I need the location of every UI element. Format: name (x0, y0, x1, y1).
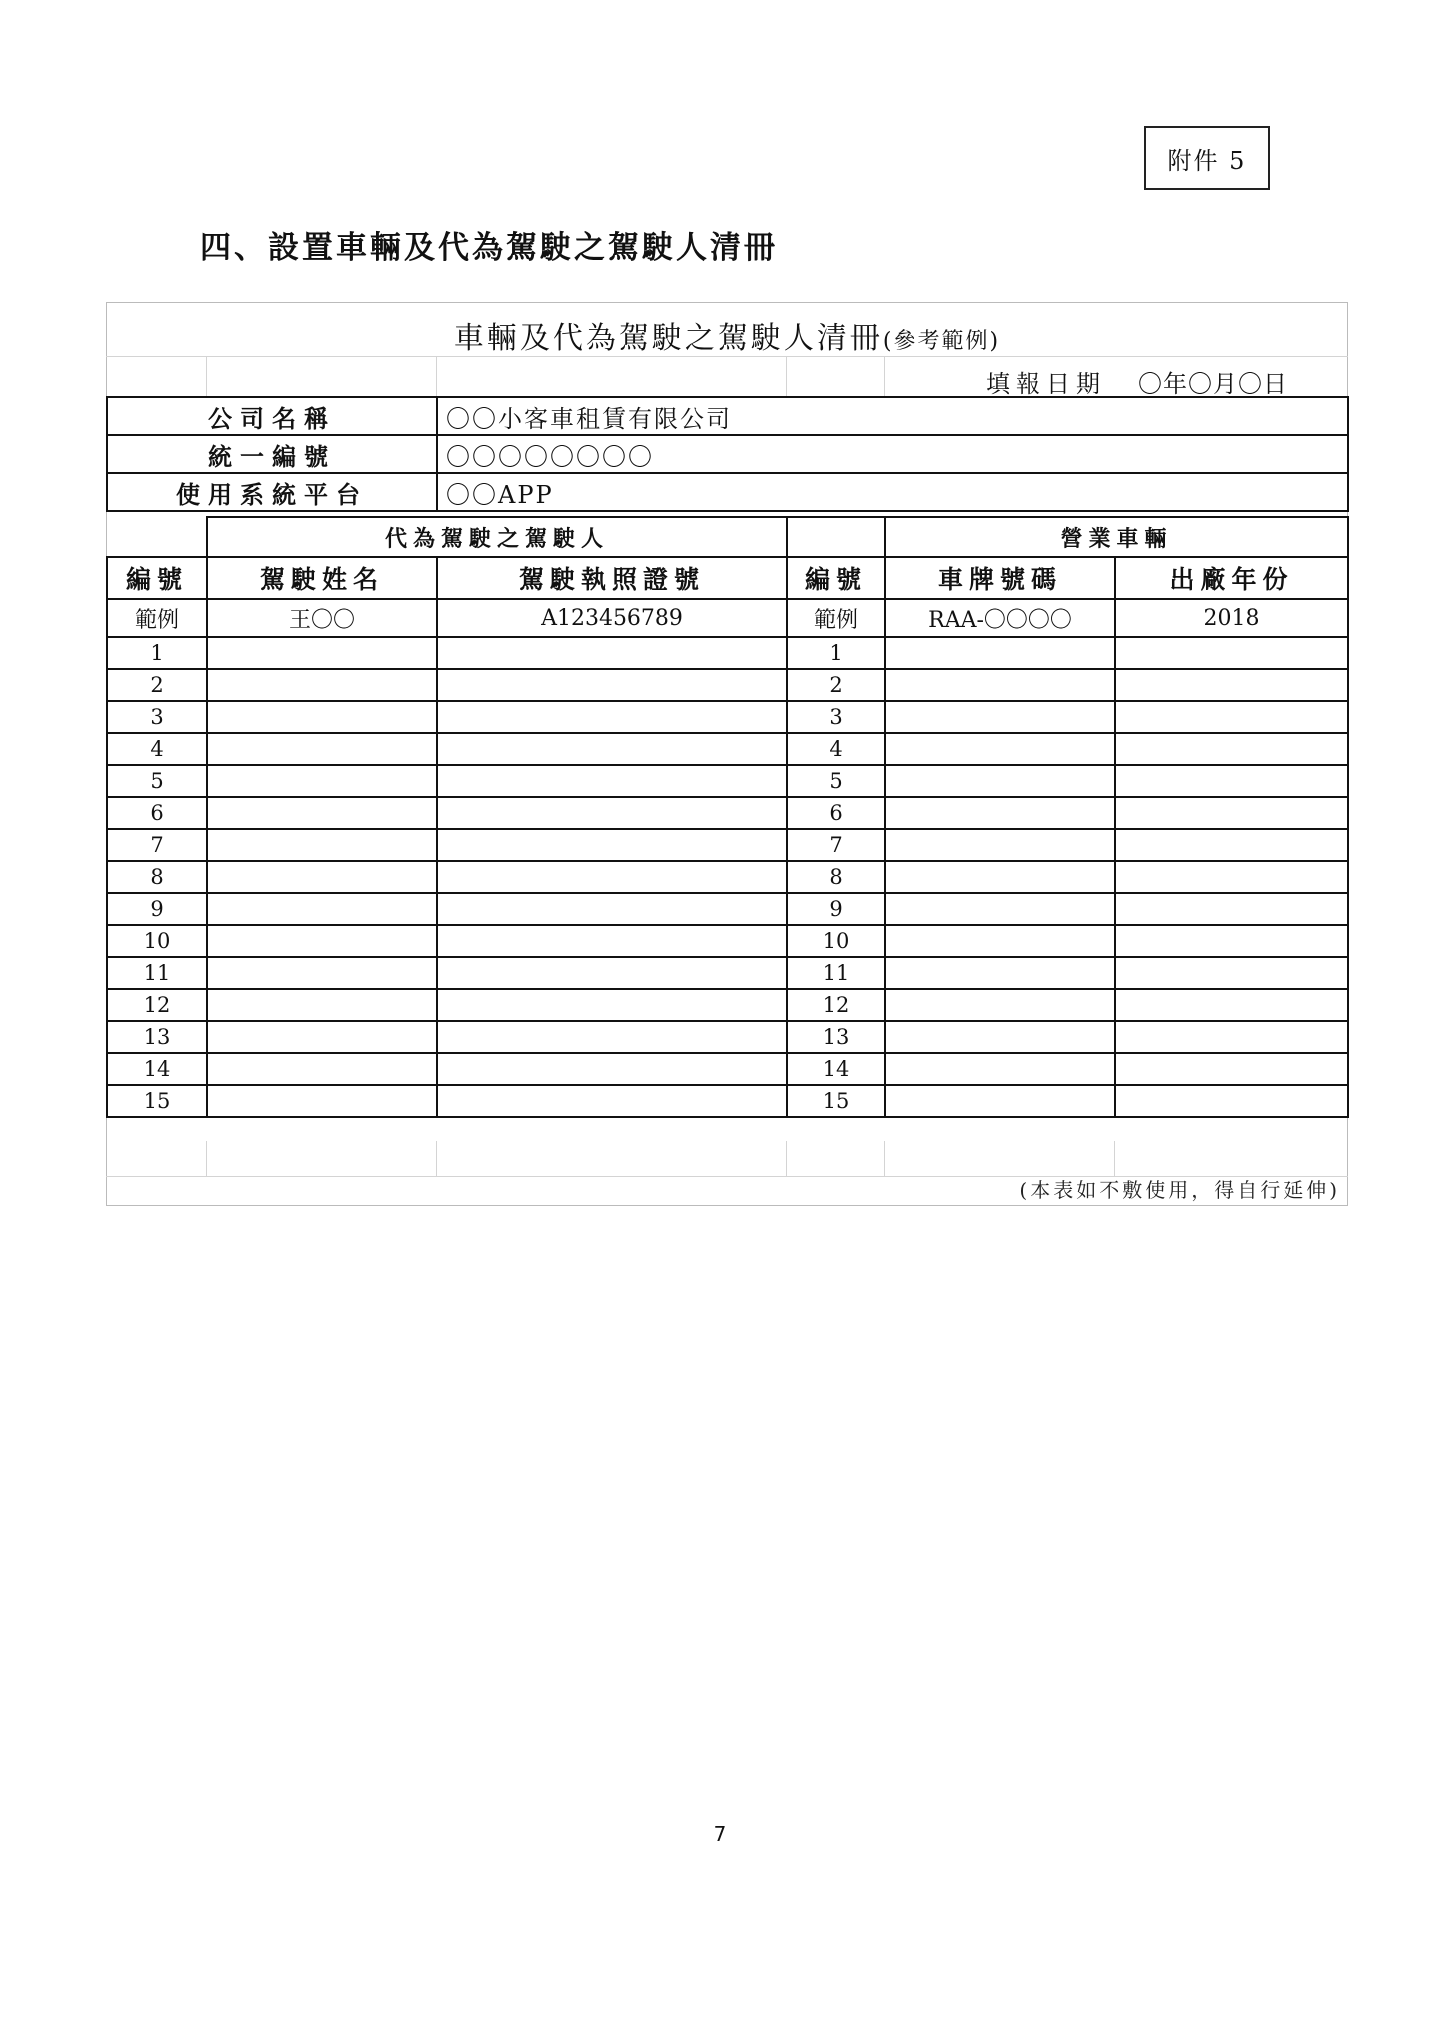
driver-name-cell (207, 733, 437, 765)
table-row (107, 957, 1348, 989)
tax-id-row (107, 435, 1348, 473)
table-row (107, 1085, 1348, 1117)
platform-row (107, 473, 1348, 511)
driver-no-cell: 1 (107, 637, 207, 669)
table-row (107, 733, 1348, 765)
driver-name-cell (207, 989, 437, 1021)
driver-name-cell (207, 797, 437, 829)
driver-no-cell: 13 (107, 1021, 207, 1053)
page-number: 7 (713, 1822, 727, 1846)
table-row (107, 797, 1348, 829)
form-title-note: (參考範例) (882, 329, 1001, 354)
driver-name-cell (207, 925, 437, 957)
tax-id-value: 〇〇〇〇〇〇〇〇 (437, 435, 1348, 473)
year-header: 出廠年份 (1115, 557, 1348, 599)
year-cell (1115, 1085, 1348, 1117)
grid-line (1114, 1141, 1115, 1176)
driver-name-cell (207, 637, 437, 669)
vehicle-no-cell: 9 (787, 893, 885, 925)
driver-no-cell: 12 (107, 989, 207, 1021)
plate-header: 車牌號碼 (885, 557, 1115, 599)
example-year: 2018 (1115, 599, 1348, 637)
license-no-header: 駕駛執照證號 (437, 557, 787, 599)
year-cell (1115, 861, 1348, 893)
attachment-label: 附件 5 (1144, 126, 1270, 190)
platform-value: 〇〇APP (437, 473, 1348, 511)
example-vehicle-no: 範例 (787, 599, 885, 637)
date-label: 填報日期 (986, 370, 1106, 398)
table-row (107, 669, 1348, 701)
plate-cell (885, 925, 1115, 957)
year-cell (1115, 829, 1348, 861)
driver-no-header: 編號 (107, 557, 207, 599)
vehicle-group-header: 營業車輛 (885, 517, 1348, 557)
company-info-table (106, 396, 1349, 512)
table-row (107, 701, 1348, 733)
driver-no-cell: 9 (107, 893, 207, 925)
grid-line (436, 356, 437, 396)
table-row (107, 829, 1348, 861)
footer-note: (本表如不敷使用，得自行延伸) (1019, 1178, 1340, 1202)
driver-name-cell (207, 893, 437, 925)
date-value: 〇年〇月〇日 (1138, 370, 1288, 398)
year-cell (1115, 989, 1348, 1021)
license-no-cell (437, 765, 787, 797)
license-no-cell (437, 797, 787, 829)
table-row (107, 893, 1348, 925)
table-row (107, 989, 1348, 1021)
plate-cell (885, 1085, 1115, 1117)
grid-line (786, 356, 787, 396)
form-title (106, 313, 1348, 357)
platform-label: 使用系統平台 (107, 473, 437, 511)
driver-name-cell (207, 765, 437, 797)
license-no-cell (437, 989, 787, 1021)
group-header-row (107, 517, 1348, 557)
table-row (107, 861, 1348, 893)
license-no-cell (437, 1053, 787, 1085)
driver-name-cell (207, 829, 437, 861)
driver-no-cell: 11 (107, 957, 207, 989)
plate-cell (885, 957, 1115, 989)
driver-group-header: 代為駕駛之駕駛人 (207, 517, 787, 557)
section-heading: 四、設置車輛及代為駕駛之駕駛人清冊 (200, 230, 778, 266)
driver-name-header: 駕駛姓名 (207, 557, 437, 599)
driver-no-cell: 5 (107, 765, 207, 797)
license-no-cell (437, 861, 787, 893)
company-row (107, 397, 1348, 435)
year-cell (1115, 1021, 1348, 1053)
vehicle-no-cell: 10 (787, 925, 885, 957)
license-no-cell (437, 1085, 787, 1117)
vehicle-no-cell: 3 (787, 701, 885, 733)
year-cell (1115, 765, 1348, 797)
grid-line (884, 356, 885, 396)
license-no-cell (437, 701, 787, 733)
example-driver-no: 範例 (107, 599, 207, 637)
plate-cell (885, 1021, 1115, 1053)
license-no-cell (437, 829, 787, 861)
plate-cell (885, 797, 1115, 829)
driver-name-cell (207, 701, 437, 733)
example-license-no: A123456789 (437, 599, 787, 637)
company-label: 公司名稱 (107, 397, 437, 435)
plate-cell (885, 893, 1115, 925)
plate-cell (885, 669, 1115, 701)
vehicle-no-cell: 15 (787, 1085, 885, 1117)
blank-cell (107, 517, 207, 557)
grid-line (436, 1141, 437, 1176)
vehicle-no-cell: 13 (787, 1021, 885, 1053)
plate-cell (885, 701, 1115, 733)
plate-cell (885, 829, 1115, 861)
vehicle-no-cell: 6 (787, 797, 885, 829)
company-value: 〇〇小客車租賃有限公司 (437, 397, 1348, 435)
license-no-cell (437, 957, 787, 989)
license-no-cell (437, 733, 787, 765)
tax-id-label: 統一編號 (107, 435, 437, 473)
driver-no-cell: 14 (107, 1053, 207, 1085)
driver-no-cell: 7 (107, 829, 207, 861)
year-cell (1115, 669, 1348, 701)
driver-no-cell: 3 (107, 701, 207, 733)
plate-cell (885, 733, 1115, 765)
vehicle-no-cell: 1 (787, 637, 885, 669)
driver-no-cell: 6 (107, 797, 207, 829)
grid-line (206, 1141, 207, 1176)
driver-no-cell: 10 (107, 925, 207, 957)
license-no-cell (437, 925, 787, 957)
driver-no-cell: 15 (107, 1085, 207, 1117)
driver-name-cell (207, 957, 437, 989)
year-cell (1115, 733, 1348, 765)
grid-line (206, 356, 207, 396)
vehicle-no-header: 編號 (787, 557, 885, 599)
vehicle-no-cell: 14 (787, 1053, 885, 1085)
driver-name-cell (207, 669, 437, 701)
plate-cell (885, 637, 1115, 669)
license-no-cell (437, 1021, 787, 1053)
year-cell (1115, 957, 1348, 989)
year-cell (1115, 701, 1348, 733)
vehicle-no-cell: 8 (787, 861, 885, 893)
column-header-row (107, 557, 1348, 599)
grid-line (786, 1141, 787, 1176)
plate-cell (885, 861, 1115, 893)
plate-cell (885, 1053, 1115, 1085)
year-cell (1115, 925, 1348, 957)
driver-name-cell (207, 1021, 437, 1053)
driver-vehicle-table (106, 516, 1349, 1118)
year-cell (1115, 1053, 1348, 1085)
vehicle-no-cell: 5 (787, 765, 885, 797)
example-plate: RAA-〇〇〇〇 (885, 599, 1115, 637)
year-cell (1115, 797, 1348, 829)
example-driver-name: 王〇〇 (207, 599, 437, 637)
driver-name-cell (207, 1085, 437, 1117)
year-cell (1115, 637, 1348, 669)
table-row (107, 1021, 1348, 1053)
vehicle-no-cell: 4 (787, 733, 885, 765)
license-no-cell (437, 893, 787, 925)
table-row (107, 765, 1348, 797)
plate-cell (885, 765, 1115, 797)
license-no-cell (437, 669, 787, 701)
vehicle-no-cell: 12 (787, 989, 885, 1021)
driver-no-cell: 8 (107, 861, 207, 893)
vehicle-no-cell: 2 (787, 669, 885, 701)
driver-no-cell: 2 (107, 669, 207, 701)
driver-name-cell (207, 861, 437, 893)
example-row (107, 599, 1348, 637)
driver-name-cell (207, 1053, 437, 1085)
license-no-cell (437, 637, 787, 669)
form-title-text: 車輛及代為駕駛之駕駛人清冊 (453, 321, 883, 356)
grid-line (884, 1141, 885, 1176)
blank-cell (787, 517, 885, 557)
table-row (107, 637, 1348, 669)
vehicle-no-cell: 11 (787, 957, 885, 989)
table-row (107, 925, 1348, 957)
vehicle-no-cell: 7 (787, 829, 885, 861)
driver-no-cell: 4 (107, 733, 207, 765)
year-cell (1115, 893, 1348, 925)
plate-cell (885, 989, 1115, 1021)
table-row (107, 1053, 1348, 1085)
